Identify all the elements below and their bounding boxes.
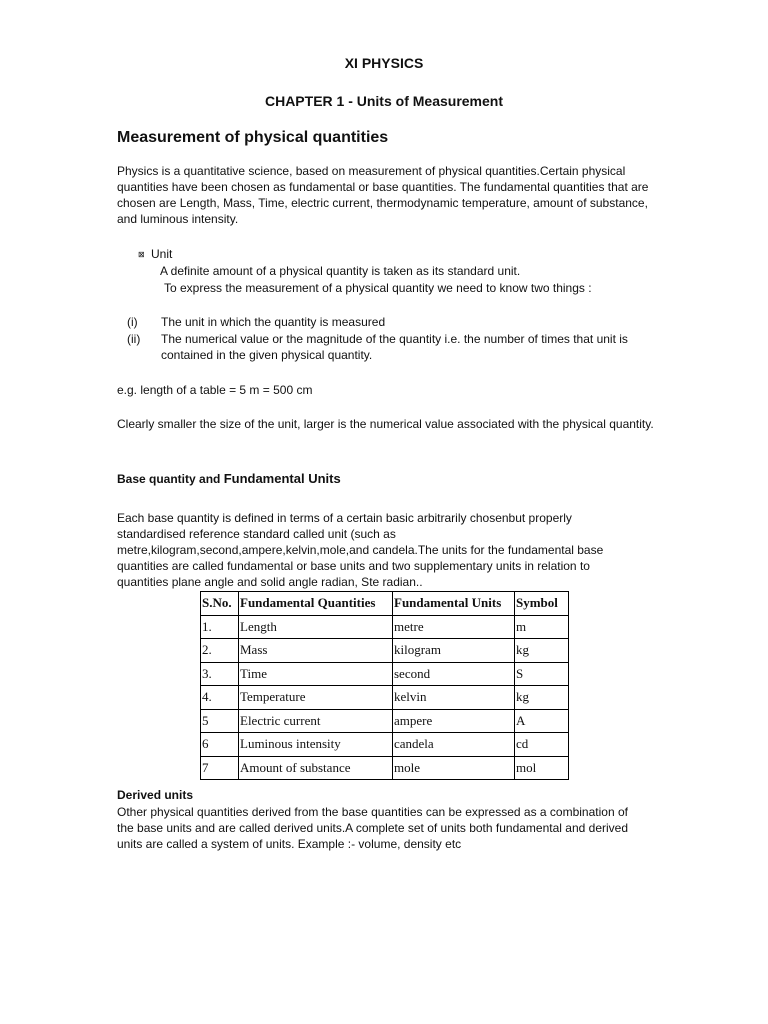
- table-cell: mole: [393, 756, 515, 780]
- list-item: [127, 314, 667, 330]
- table-row: [201, 662, 569, 686]
- table-cell: S: [515, 662, 569, 686]
- table-row: [201, 615, 569, 639]
- table-cell: 7: [201, 756, 239, 780]
- table-row: [201, 709, 569, 733]
- table-cell: 5: [201, 709, 239, 733]
- table-cell: m: [515, 615, 569, 639]
- list-number: (i): [127, 315, 138, 329]
- table-header: S.No.: [201, 592, 239, 616]
- base-heading-part2: Fundamental Units: [223, 471, 341, 486]
- table-header: Symbol: [515, 592, 569, 616]
- list-number: (ii): [127, 332, 141, 346]
- numbered-list: [127, 314, 667, 364]
- table-row: [201, 639, 569, 663]
- table-cell: Time: [239, 662, 393, 686]
- table-cell: Mass: [239, 639, 393, 663]
- table-row: [201, 756, 569, 780]
- list-text: The numerical value or the magnitude of the quantity i.e. the number of times that unit is contained in the given physical quantity.: [161, 332, 628, 362]
- table-cell: 6: [201, 733, 239, 757]
- table-cell: 1.: [201, 615, 239, 639]
- table-header: Fundamental Quantities: [239, 592, 393, 616]
- table-cell: 2.: [201, 639, 239, 663]
- table-cell: kg: [515, 686, 569, 710]
- table-cell: cd: [515, 733, 569, 757]
- table-header-row: [201, 592, 569, 616]
- chapter-title: CHAPTER 1 - Units of Measurement: [264, 93, 504, 109]
- table-cell: kilogram: [393, 639, 515, 663]
- unit-explanation: To express the measurement of a physical quantity we need to know two things :: [164, 281, 592, 295]
- table-cell: 3.: [201, 662, 239, 686]
- base-heading-part1: Base quantity and: [117, 472, 224, 486]
- table-cell: candela: [393, 733, 515, 757]
- fundamental-units-table: [200, 591, 569, 780]
- table-cell: mol: [515, 756, 569, 780]
- base-quantity-paragraph: Each base quantity is defined in terms of a certain basic arbitrarily chosenbut properly standardised reference standard called unit (such as metre,kilogram,second,ampere,kelvin,mole,and candela.The units for the fundamental base quantities are called fundamental or base units and two supplementary units in relation to quantities plane angle and solid angle radian, Ste radian..: [117, 511, 604, 589]
- table-header: Fundamental Units: [393, 592, 515, 616]
- table-cell: ampere: [393, 709, 515, 733]
- table-cell: 4.: [201, 686, 239, 710]
- list-text: The unit in which the quantity is measured: [161, 315, 386, 329]
- list-item: [127, 331, 667, 363]
- square-bullet-icon: ⊠: [138, 250, 145, 259]
- derived-units-paragraph: Other physical quantities derived from the base quantities can be expressed as a combination of the base units and are called derived units.A complete set of units both fundamental and derived units are called a system of units. Example :- volume, density etc: [117, 805, 628, 851]
- base-quantity-heading: [117, 471, 341, 486]
- table-cell: Temperature: [239, 686, 393, 710]
- unit-definition: A definite amount of a physical quantity is taken as its standard unit.: [160, 264, 521, 278]
- table-cell: second: [393, 662, 515, 686]
- unit-bullet: [138, 246, 172, 262]
- table-cell: kg: [515, 639, 569, 663]
- unit-bullet-label: Unit: [151, 247, 173, 261]
- table-row: [201, 686, 569, 710]
- table-cell: kelvin: [393, 686, 515, 710]
- section-heading: Measurement of physical quantities: [117, 129, 389, 146]
- intro-paragraph: Physics is a quantitative science, based on measurement of physical quantities.Certain physical quantities have been chosen as fundamental or base quantities. The fundamental quantities that are chosen are Length, Mass, Time, electric current, thermodynamic temperature, amount of substance, and luminous intensity.: [117, 164, 649, 226]
- table-cell: Amount of substance: [239, 756, 393, 780]
- table-row: [201, 733, 569, 757]
- table-cell: Luminous intensity: [239, 733, 393, 757]
- example-line: e.g. length of a table = 5 m = 500 cm: [117, 383, 313, 397]
- document-title: XI PHYSICS: [344, 55, 424, 71]
- table-cell: metre: [393, 615, 515, 639]
- clearly-paragraph: Clearly smaller the size of the unit, larger is the numerical value associated with the physical quantity.: [117, 417, 654, 431]
- table-cell: A: [515, 709, 569, 733]
- derived-units-heading: Derived units: [117, 788, 194, 802]
- table-cell: Electric current: [239, 709, 393, 733]
- table-cell: Length: [239, 615, 393, 639]
